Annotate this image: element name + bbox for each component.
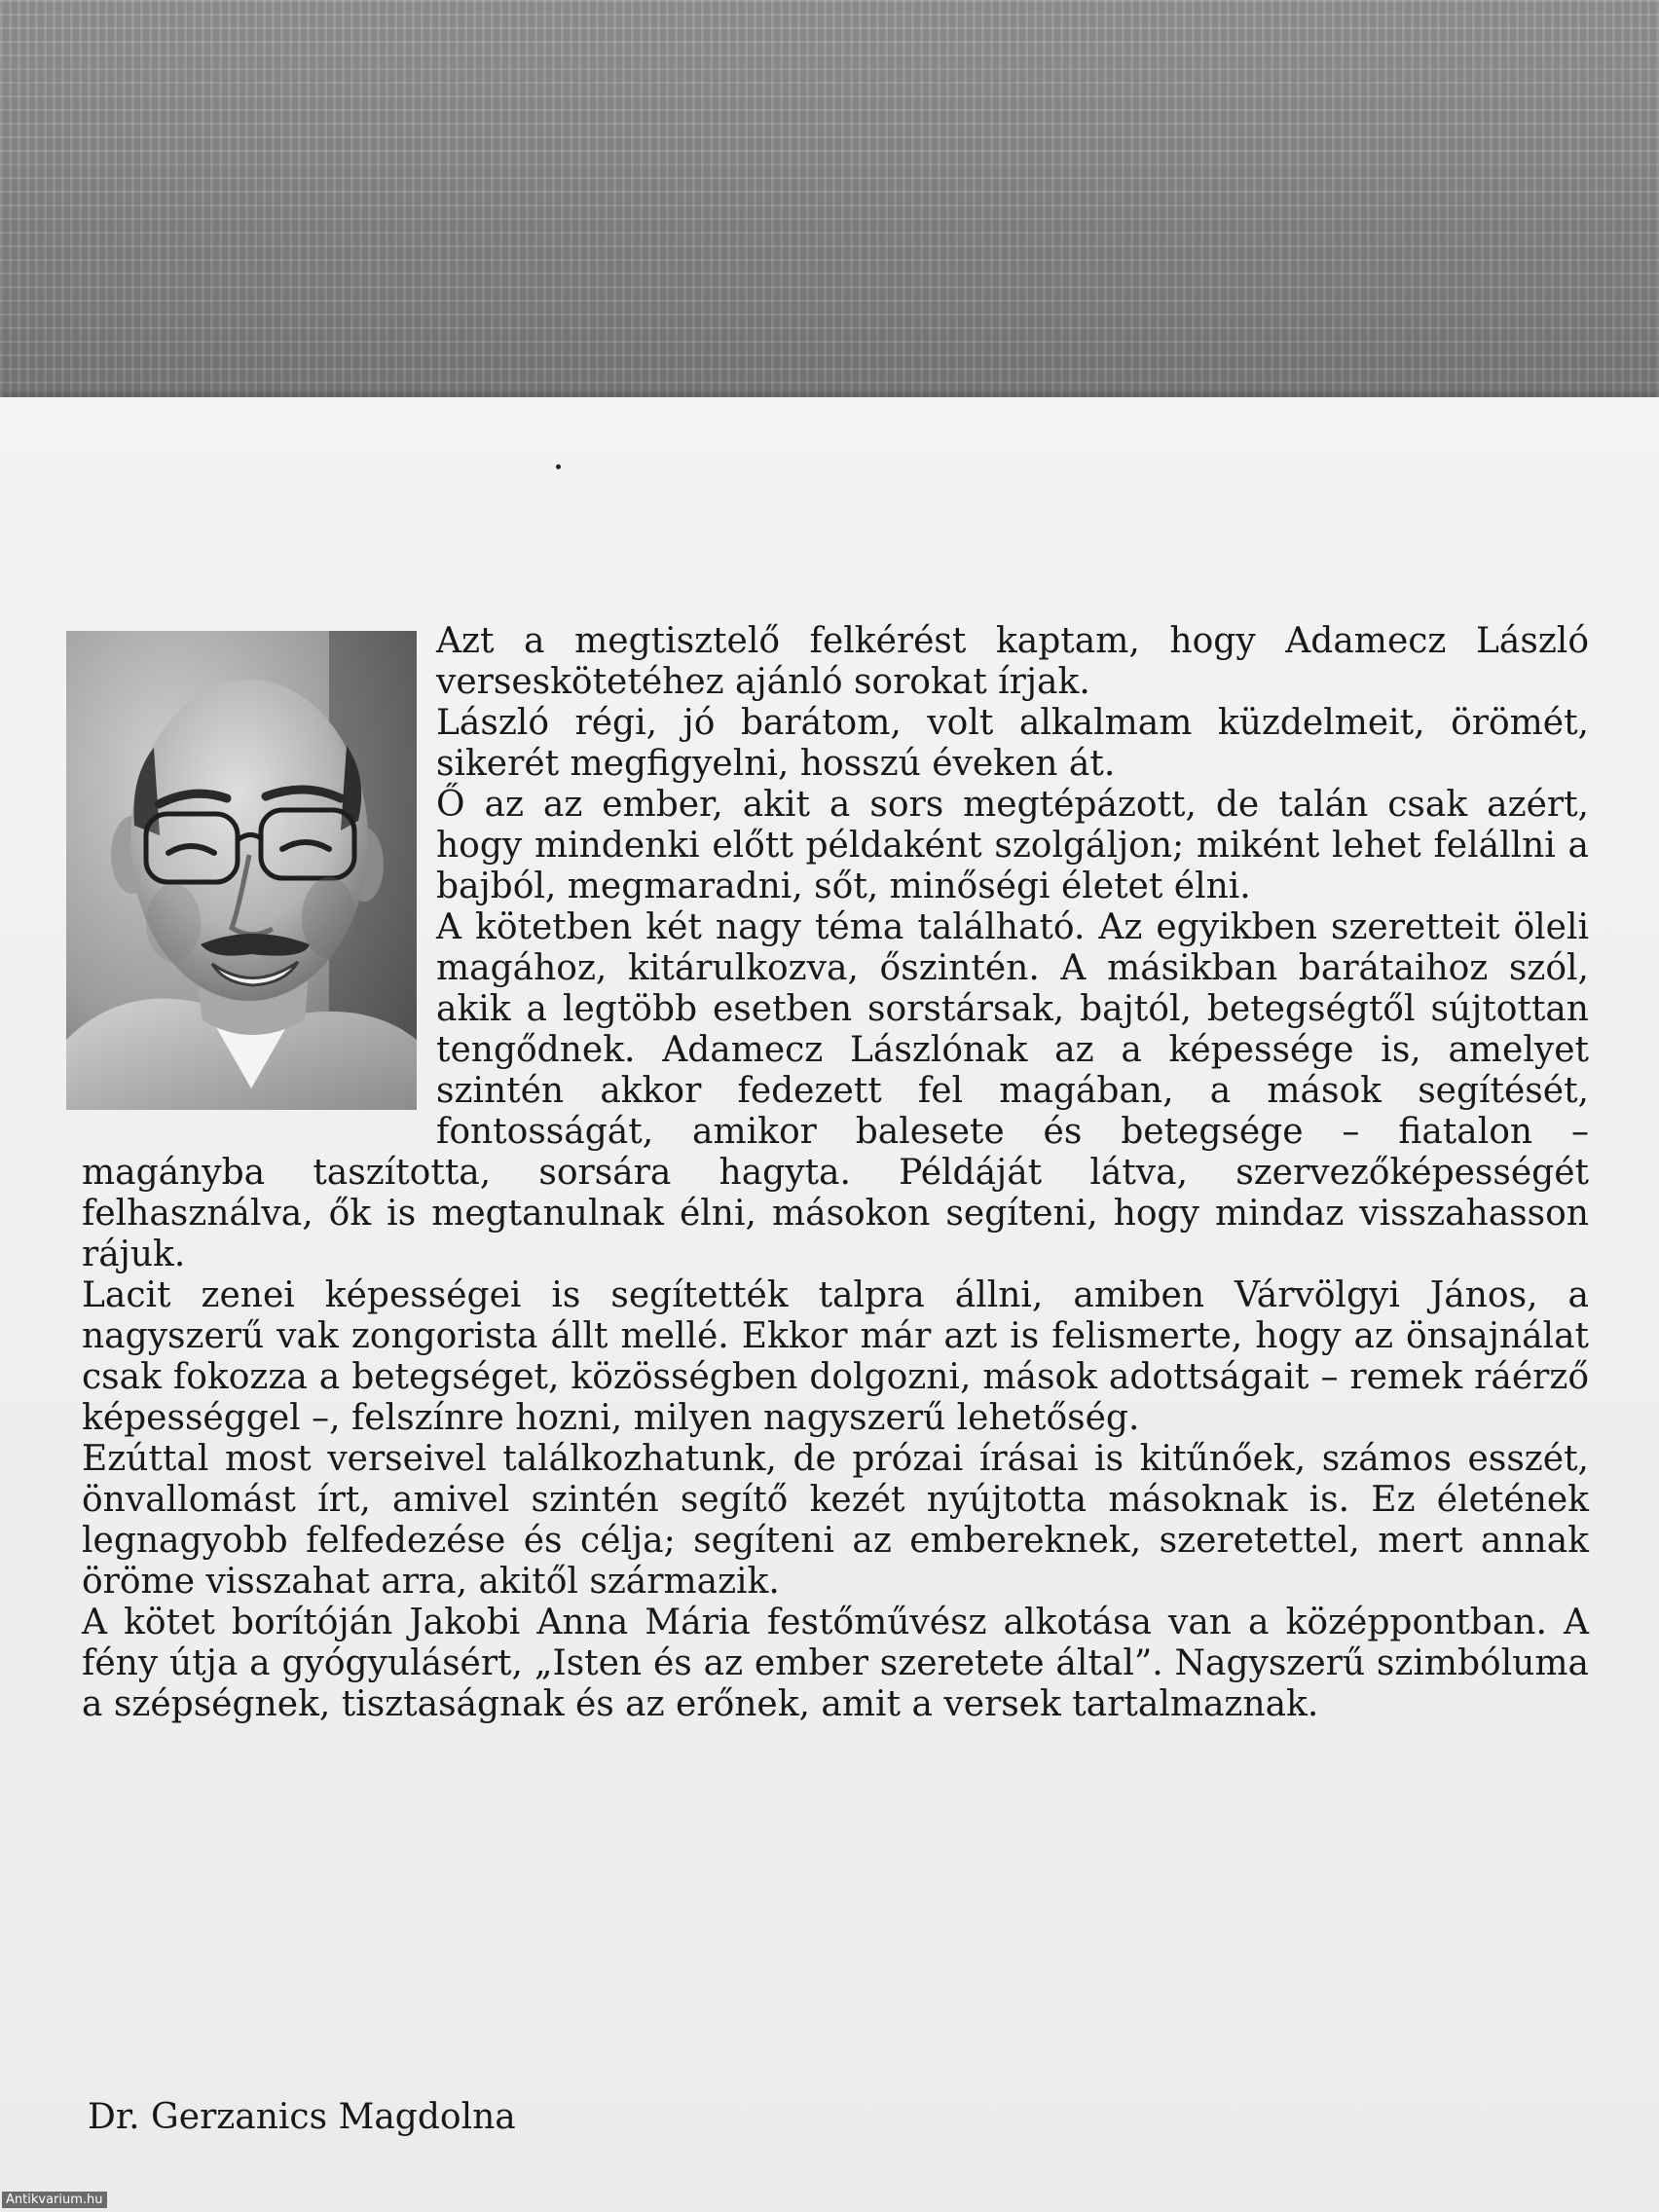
paper-speck	[556, 464, 561, 469]
desk-background	[0, 0, 1659, 409]
watermark-label: Antikvarium.hu	[2, 2192, 107, 2208]
paragraph-7: A kötet borítóján Jakobi Anna Mária festőművész alkotása van a középpontban. A fény útja a gyógyulásért, „Isten és az ember szeretete által”. Nagyszerű szimbóluma a szépségnek, tisztaságnak és az erőnek, amit a versek tartalmaznak.	[82, 1603, 1589, 1724]
paragraph-3: Ő az az ember, akit a sors megtépázott, de talán csak azért, hogy mindenki előtt példaként szolgáljon; miként lehet felállni a bajból, megmaradni, sőt, minőségi életet élni.	[436, 785, 1589, 906]
paragraph-6: Ezúttal most verseivel találkozhatunk, de prózai írásai is kitűnőek, számos esszét, önvallomást írt, amivel szintén segítő kezét nyújtotta másoknak is. Ez életének legnagyobb felfedezése és célja; segíteni az embereknek, szeretettel, mert annak öröme visszahat arra, akitől származik.	[82, 1439, 1589, 1602]
author-portrait-photo	[66, 631, 417, 1110]
foreword-text	[82, 621, 1589, 1725]
paragraph-1: Azt a megtisztelő felkérést kaptam, hogy Adamecz László verseskötetéhez ajánló sorokat írjak.	[436, 621, 1589, 702]
paragraph-4: A kötetben két nagy téma található. Az egyikben szeretteit öleli magához, kitárulkozva, őszintén. A másikban barátaihoz szól, akik a legtöbb esetben sorstársak, bajtól, betegségtől sújtottan tengődnek. Adamecz Lászlónak az a képessége is, amelyet szintén akkor fedezett fel magában, a mások segítését, fontosságát, amikor balesete és betegsége – fiatalon – magányba taszította, sorsára hagyta. Példáját látva, szervezőképességét felhasználva, ők is megtanulnak élni, másokon segíteni, hogy mindaz visszahasson rájuk.	[82, 907, 1589, 1274]
book-back-cover	[0, 397, 1659, 2212]
portrait-illustration	[66, 631, 417, 1110]
paragraph-2: László régi, jó barátom, volt alkalmam küzdelmeit, örömét, sikerét megfigyelni, hosszú éveken át.	[436, 703, 1589, 784]
paragraph-5: Lacit zenei képességei is segítették talpra állni, amiben Várvölgyi János, a nagyszerű vak zongorista állt mellé. Ekkor már azt is felismerte, hogy az önsajnálat csak fokozza a betegséget, közösségben dolgozni, mások adottságait – remek ráérző képességgel –, felszínre hozni, milyen nagyszerű lehetőség.	[82, 1275, 1589, 1438]
author-signature: Dr. Gerzanics Magdolna	[88, 2097, 516, 2137]
